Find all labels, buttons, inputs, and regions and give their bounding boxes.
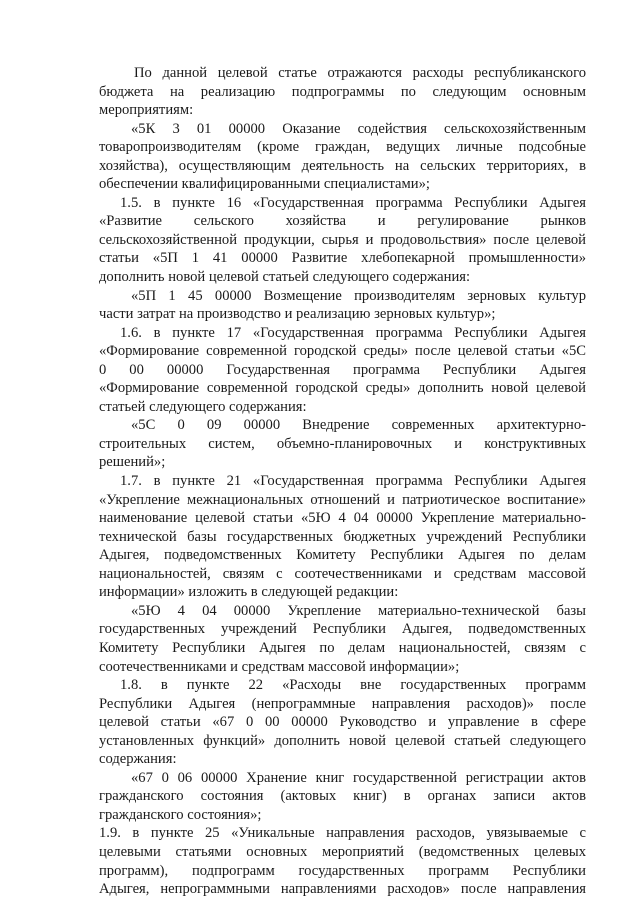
text-line: программ), подпрограмм государственных программ Республики [99,862,586,879]
text-line: 1.6. в пункте 17 «Государственная программа Республики Адыгея [120,324,586,341]
text-line: технической базы государственных бюджетных учреждений Республики [99,528,586,545]
text-line: целевыми статьями основных мероприятий (ведомственных целевых [99,843,586,860]
text-line: 1.7. в пункте 21 «Государственная программа Республики Адыгея [120,473,586,490]
text-line: национальностей, связям с соотечественниками и средствам массовой [99,565,586,582]
text-line: статьей следующего содержания: [99,398,307,415]
text-line: «Формирование современной городской среды» после целевой статьи «5С [99,343,586,360]
text-line: 0 00 00000 Государственная программа Республики Адыгея [99,361,586,378]
text-line: 1.5. в пункте 16 «Государственная программа Республики Адыгея [120,194,586,211]
text-line: «Формирование современной городской среды» дополнить новой целевой [99,380,586,397]
text-line: хозяйства), осуществляющим деятельность на сельских территориях, в [99,157,586,174]
text-line: дополнить новой целевой статьей следующего содержания: [99,269,471,286]
text-line: гражданского состояния»; [99,806,262,823]
text-line: бюджета на реализацию подпрограммы по следующим основным [99,83,586,100]
text-line: обеспечении квалифицированными специалистами»; [99,176,430,193]
text-line: статьи «5П 1 41 00000 Развитие хлебопекарной промышленности» [99,250,586,267]
text-line: сельскохозяйственной продукции, сырья и продовольствия» после целевой [99,231,586,248]
text-line: товаропроизводителям (кроме граждан, ведущих личные подсобные [99,139,586,156]
text-line: целевой статьи «67 0 00 00000 Руководство и управление в сфере [99,714,586,731]
text-line: содержания: [99,751,177,768]
text-line: решений»; [99,454,166,471]
text-line: «5П 1 45 00000 Возмещение производителям зерновых культур [131,287,586,304]
text-line: «5Ю 4 04 00000 Укрепление материально-технической базы [131,602,586,619]
text-line: «5К 3 01 00000 Оказание содействия сельскохозяйственным [131,120,586,137]
text-line: «Укрепление межнациональных отношений и патриотическое воспитание» [99,491,586,508]
text-line: Республики Адыгея (непрограммные направления расходов)» после [99,695,586,712]
text-line: строительных систем, объемно-планировочных и конструктивных [99,435,586,452]
text-line: По данной целевой статье отражаются расходы республиканского [134,65,586,81]
text-line: мероприятиям: [99,102,194,119]
document-body [99,64,586,899]
text-line: Адыгея, непрограммными направлениями расходов» после направления [99,881,586,898]
text-line: 1.8. в пункте 22 «Расходы вне государственных программ [120,677,586,694]
text-line: наименование целевой статьи «5Ю 4 04 00000 Укрепление материально- [99,510,586,527]
text-line: гражданского состояния (актовых книг) в органах записи актов [99,788,586,805]
text-line: государственных учреждений Республики Адыгея, подведомственных [99,621,586,638]
text-line: Адыгея, подведомственных Комитету Республики Адыгея по делам [99,547,586,564]
text-line: установленных функций» дополнить новой целевой статьей следующего [99,732,586,749]
text-line: части затрат на производство и реализацию зерновых культур»; [99,306,496,323]
text-line: «5С 0 09 00000 Внедрение современных архитектурно- [131,417,586,434]
text-line: «Развитие сельского хозяйства и регулирование рынков [99,213,586,230]
text-line: «67 0 06 00000 Хранение книг государственной регистрации актов [131,769,586,786]
text-line: соотечественниками и средствам массовой информации»; [99,658,460,675]
text-line: 1.9. в пункте 25 «Уникальные направления расходов, увязываемые с [99,825,586,842]
text-line: информации» изложить в следующей редакции: [99,584,399,601]
text-line: Комитету Республики Адыгея по делам национальностей, связям с [99,639,586,656]
